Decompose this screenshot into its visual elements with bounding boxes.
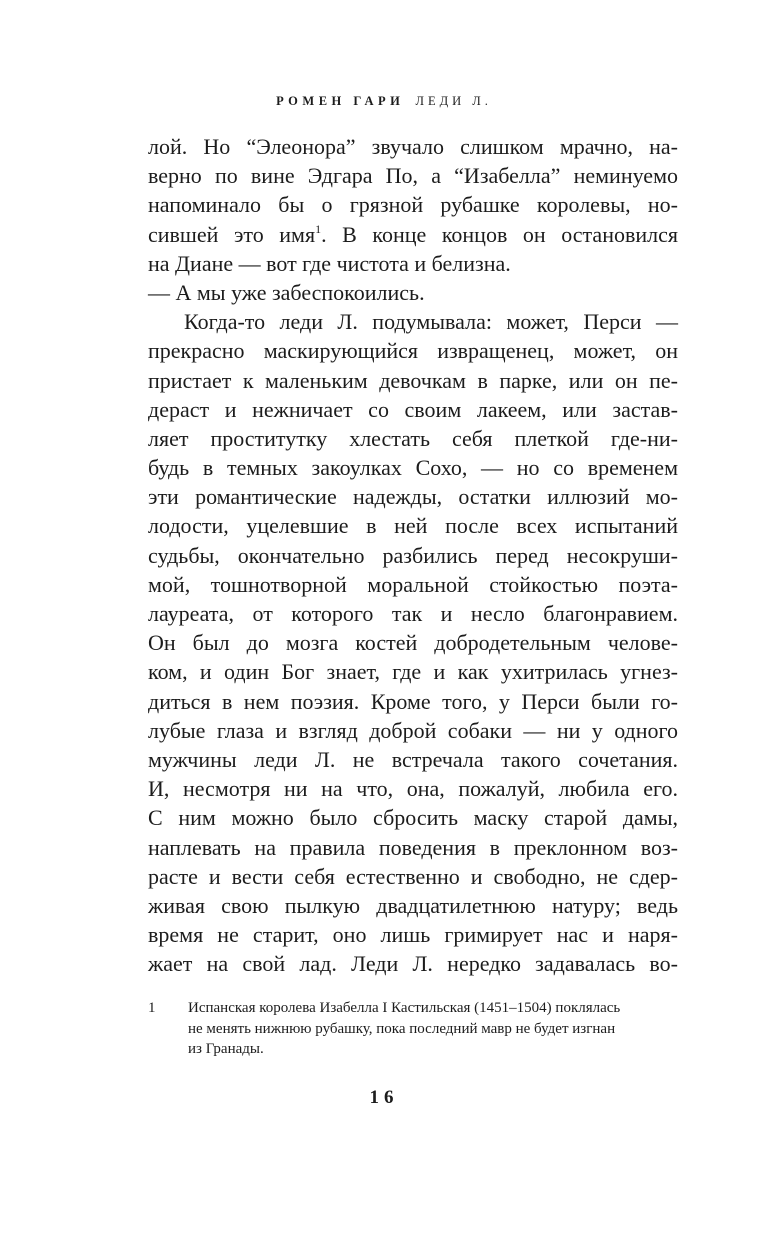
footnote-text — [188, 998, 678, 1060]
running-head-title: ЛЕДИ Л. — [415, 94, 492, 108]
text-line: судьбы, окончательно разбились перед несокруши- — [148, 542, 678, 568]
text-line: лауреата, от которого так и несло благонравием. — [148, 601, 678, 626]
main-text — [148, 132, 678, 978]
footnote-line: из Гранады. — [188, 1041, 264, 1057]
paragraph-start: Когда-то леди Л. подумывала: может, Перси — — [184, 309, 678, 335]
text-line: Он был до мозга костей добродетельным челове- — [148, 630, 678, 656]
text-line: прекрасно маскирующийся извращенец, может, он — [148, 338, 678, 364]
text-line: И, несмотря ни на что, она, пожалуй, любила его. — [148, 776, 678, 802]
text-line: напоминало бы о грязной рубашке королевы, но- — [148, 192, 678, 218]
text-line: время не старит, оно лишь гримирует нас и наря- — [148, 922, 678, 948]
footnote-marker: 1 — [148, 1000, 156, 1016]
text-line: мужчины леди Л. не встречала такого сочетания. — [148, 746, 678, 772]
text-line: живая свою пылкую двадцатилетнюю натуру; ведь — [148, 892, 678, 918]
text-line-with-footnote — [148, 220, 678, 249]
footnote — [148, 998, 678, 1060]
text-line: пристает к маленьким девочкам в парке, или он пе- — [148, 367, 678, 393]
text-line: лодости, уцелевшие в ней после всех испытаний — [148, 513, 678, 539]
text-fragment: сившей это имя — [148, 221, 316, 247]
text-line: ляет проститутку хлестать себя плеткой где-ни- — [148, 425, 678, 451]
dialogue-line: — А мы уже забеспокоились. — [148, 279, 425, 305]
text-line: расте и вести себя естественно и свободно, не сдер- — [148, 863, 678, 889]
text-line: эти романтические надежды, остатки иллюзий мо- — [148, 484, 678, 510]
text-line: дераст и нежничает со своим лакеем, или застав- — [148, 396, 678, 422]
text-line: диться в нем поэзия. Кроме того, у Перси были го- — [148, 688, 678, 714]
footnote-reference: 1 — [315, 221, 322, 236]
text-line: на Диане — вот где чистота и белизна. — [148, 250, 511, 276]
page-number: 16 — [369, 1087, 399, 1108]
footnote-line: Испанская королева Изабелла I Кастильская (1451–1504) поклялась — [188, 1000, 621, 1016]
text-line: ком, и один Бог знает, где и как ухитрилась угнез- — [148, 659, 678, 685]
text-fragment: . В конце концов он остановился — [321, 221, 678, 247]
text-line: будь в темных закоулках Сохо, — но со временем — [148, 455, 678, 481]
footnote-line: не менять нижнюю рубашку, пока последний мавр не будет изгнан — [188, 1020, 616, 1037]
running-head — [0, 93, 768, 109]
running-head-author: РОМЕН ГАРИ — [276, 94, 405, 108]
text-line: С ним можно было сбросить маску старой дамы, — [148, 805, 678, 831]
text-line: лубые глаза и взгляд доброй собаки — ни у одного — [148, 717, 678, 743]
text-line: мой, тошнотворной моральной стойкостью поэта- — [148, 571, 678, 597]
text-line: лой. Но “Элеонора” звучало слишком мрачно, на- — [148, 134, 678, 159]
text-line: верно по вине Эдгара По, а “Изабелла” неминуемо — [148, 163, 678, 189]
text-line: жает на свой лад. Леди Л. нередко задавалась во- — [148, 951, 678, 977]
text-line: наплевать на правила поведения в преклонном воз- — [148, 834, 678, 860]
